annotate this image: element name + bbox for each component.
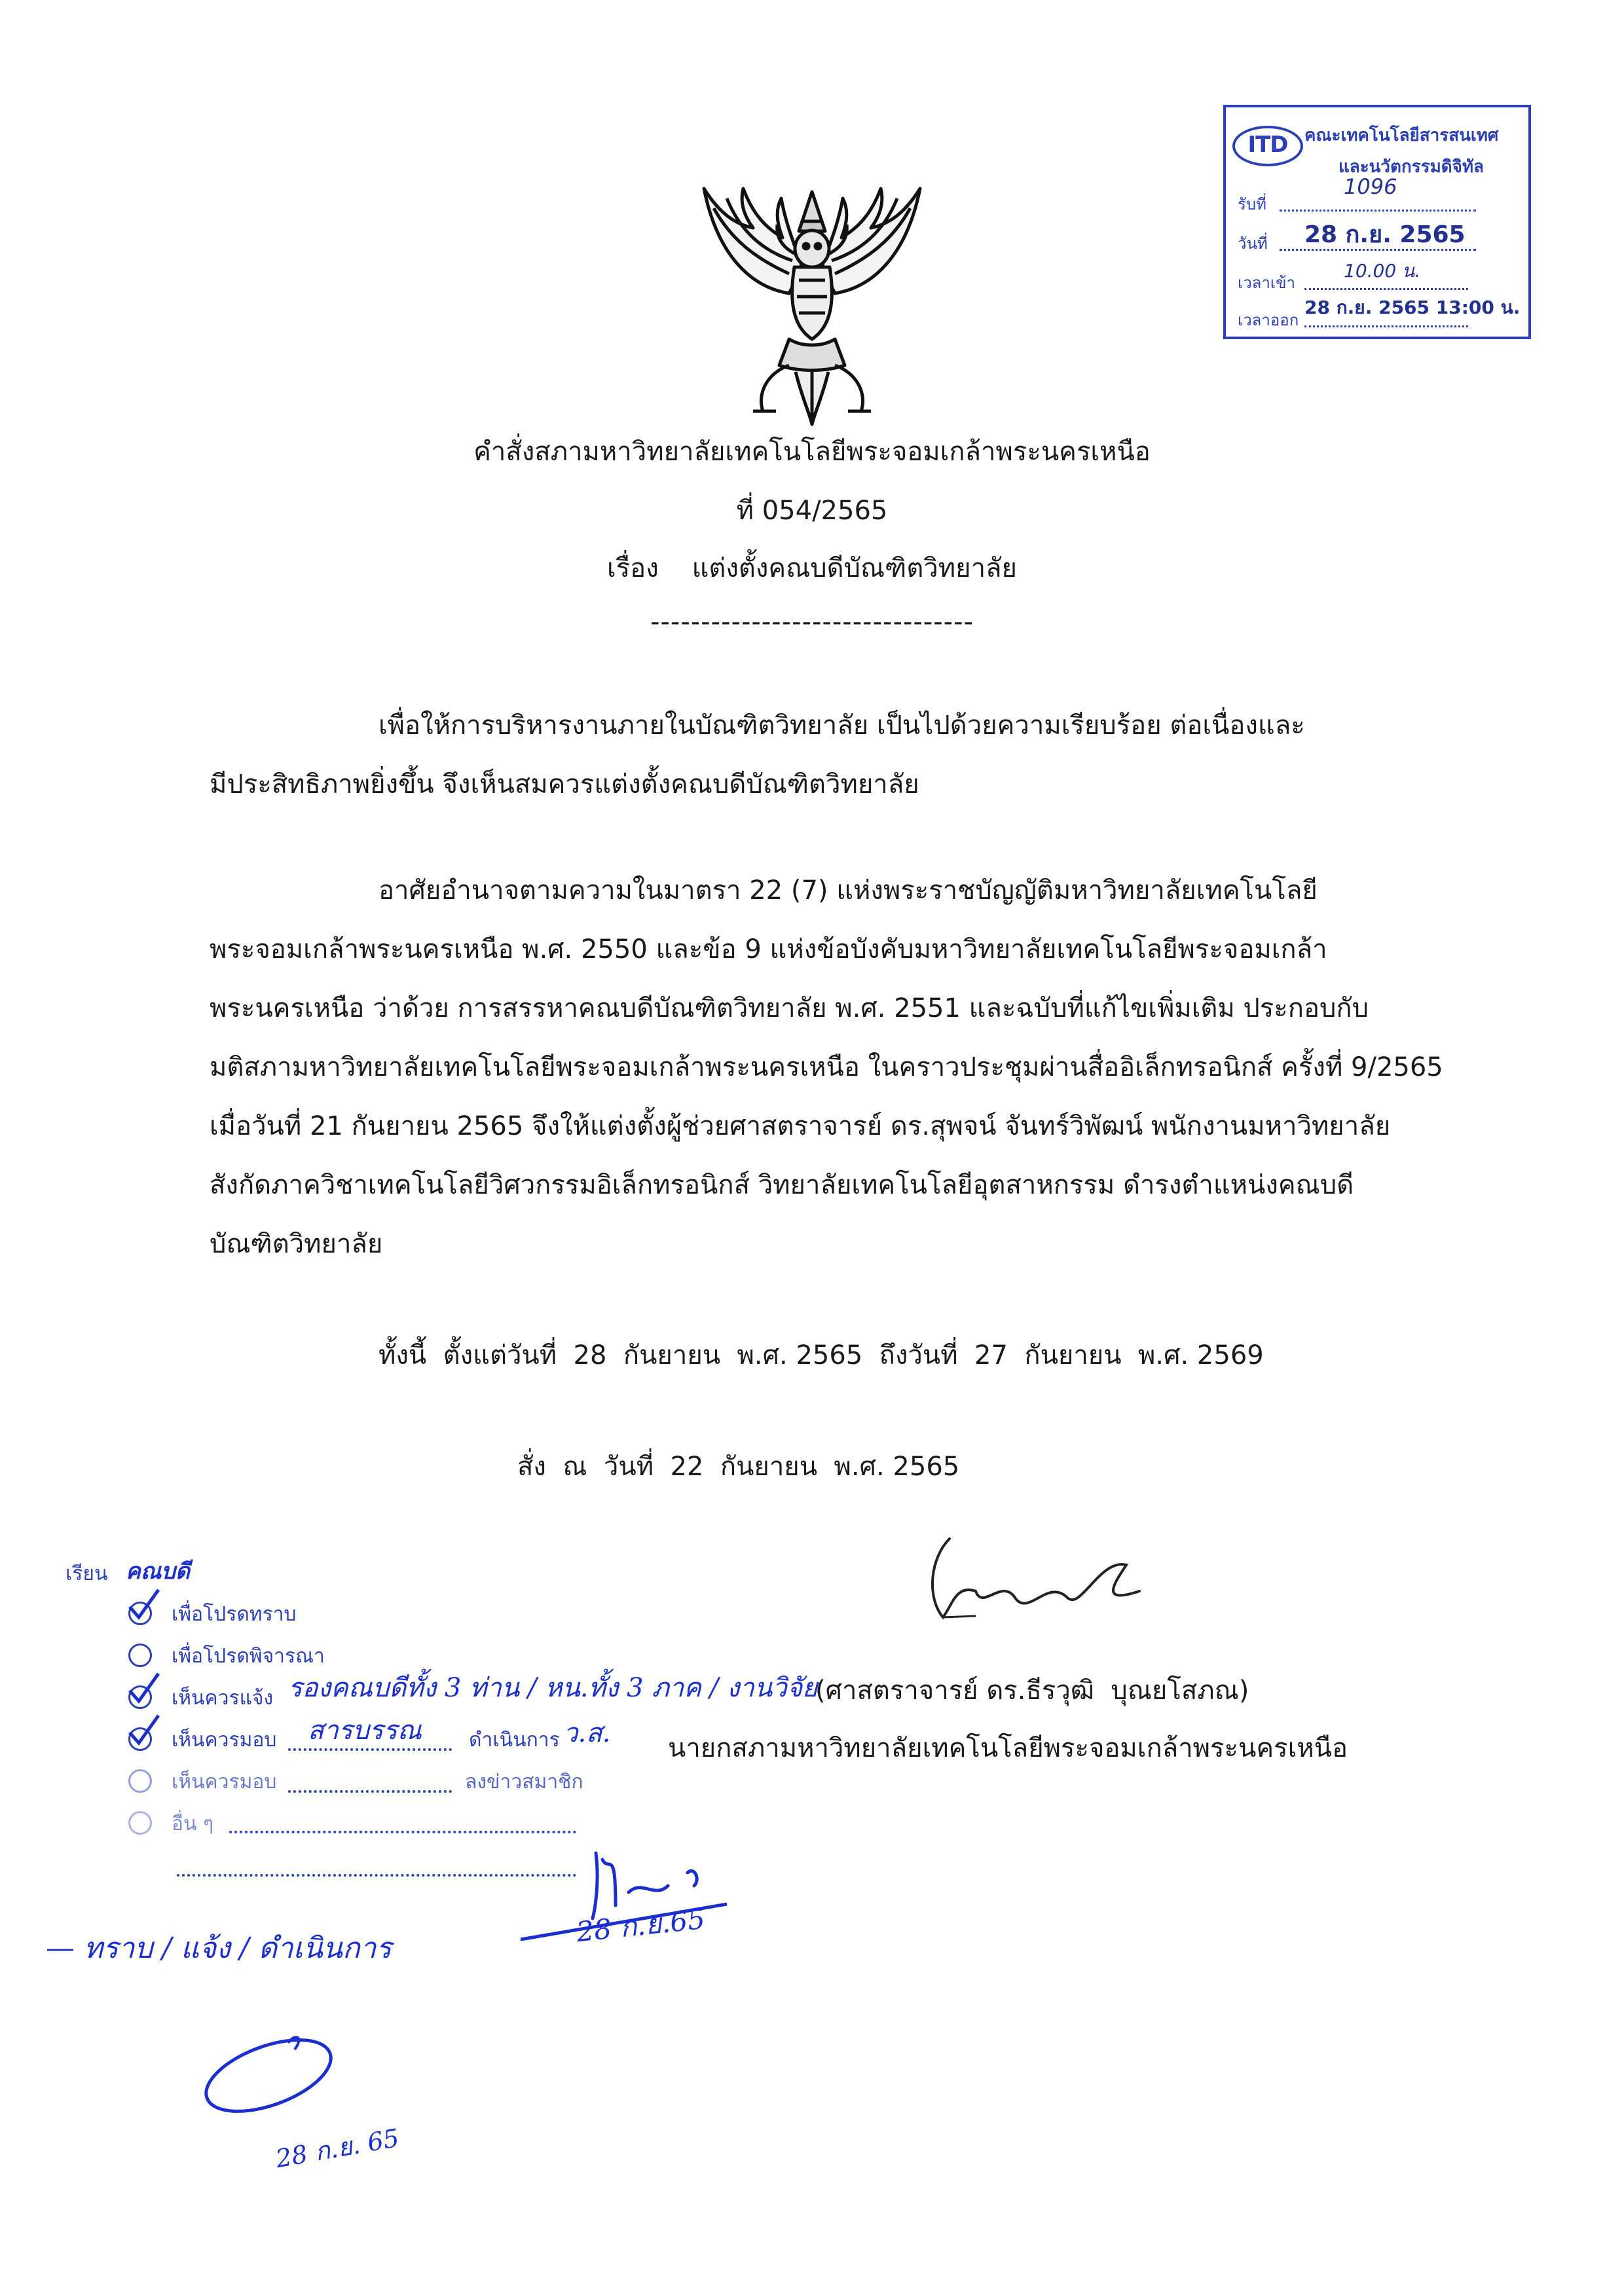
stamp-date-label: วันที่ bbox=[1238, 234, 1268, 253]
receiving-stamp bbox=[1223, 105, 1531, 339]
para2-line1: อาศัยอำนาจตามความในมาตรา 22 (7) แห่งพระราชบัญญัติมหาวิทยาลัยเทคโนโลยี bbox=[378, 875, 1318, 906]
option-other: อื่น ๆ bbox=[172, 1812, 214, 1835]
para2-line2: พระจอมเกล้าพระนครเหนือ พ.ศ. 2550 และข้อ 9 แห่งข้อบังคับมหาวิทยาลัยเทคโนโลยีพระจอมเกล้า bbox=[210, 934, 1327, 964]
option-checkbox bbox=[128, 1811, 152, 1835]
para1-line2: มีประสิทธิภาพยิ่งขึ้น จึงเห็นสมควรแต่งตั้งคณบดีบัณฑิตวิทยาลัย bbox=[210, 769, 919, 799]
stamp-dotline bbox=[1304, 325, 1468, 327]
dotted-line bbox=[288, 1790, 452, 1793]
stamp-received-value: 1096 bbox=[1344, 174, 1397, 199]
option-checkbox bbox=[128, 1769, 152, 1793]
option-checkbox bbox=[128, 1643, 152, 1667]
routing-to-label: เรียน bbox=[65, 1562, 108, 1585]
para2-line6: สังกัดภาควิชาเทคโนโลยีวิศวกรรมอิเล็กทรอนิกส์ วิทยาลัยเทคโนโลยีอุตสาหกรรม ดำรงตำแหน่งคณบดี bbox=[210, 1170, 1354, 1200]
stamp-dotline bbox=[1280, 210, 1476, 211]
assign-action-handwriting: ว.ส. bbox=[563, 1718, 611, 1748]
final-date: 28 ก.ย. 65 bbox=[273, 2123, 401, 2174]
signatory-name: (ศาสตราจารย์ ดร.ธีรวุฒิ บุณยโสภณ) bbox=[815, 1676, 1249, 1706]
order-subject: เรื่อง แต่งตั้งคณบดีบัณฑิตวิทยาลัย bbox=[607, 553, 1017, 583]
notify-handwriting: รองคณบดีทั้ง 3 ท่าน / หน.ทั้ง 3 ภาค / งานวิจัย bbox=[288, 1673, 818, 1703]
garuda-emblem-icon bbox=[691, 175, 933, 428]
effective-period: ทั้งนี้ ตั้งแต่วันที่ 28 กันยายน พ.ศ. 2565 ถึงวันที่ 27 กันยายน พ.ศ. 2569 bbox=[378, 1340, 1264, 1370]
handwritten-note: — ทราบ / แจ้ง / ดำเนินการ bbox=[46, 1932, 392, 1965]
option-notify: เห็นควรแจ้ง bbox=[172, 1687, 274, 1710]
stamp-time-in-label: เวลาเข้า bbox=[1238, 274, 1295, 292]
header-divider: -------------------------------- bbox=[650, 607, 974, 637]
option-assign: เห็นควรมอบ bbox=[172, 1729, 277, 1752]
itd-logo: ITD bbox=[1232, 126, 1303, 166]
para2-line3: พระนครเหนือ ว่าด้วย การสรรหาคณบดีบัณฑิตวิทยาลัย พ.ศ. 2551 และฉบับที่แก้ไขเพิ่มเติม ประกอบกับ bbox=[210, 993, 1369, 1023]
para1-line1: เพื่อให้การบริหารงานภายในบัณฑิตวิทยาลัย เป็นไปด้วยความเรียบร้อย ต่อเนื่องและ bbox=[378, 710, 1305, 741]
dean-signature-icon bbox=[196, 2030, 354, 2135]
stamp-time-out-value: 28 ก.ย. 2565 13:00 น. bbox=[1304, 297, 1521, 318]
checkmark-icon bbox=[124, 1585, 164, 1624]
stamp-time-in-value: 10.00 น. bbox=[1344, 260, 1421, 282]
stamp-org-line1: คณะเทคโนโลยีสารสนเทศ bbox=[1304, 126, 1499, 145]
order-number: ที่ 054/2565 bbox=[736, 496, 888, 526]
dotted-line bbox=[177, 1874, 576, 1877]
news-action-label: ลงข่าวสมาชิก bbox=[465, 1771, 583, 1793]
checkmark-icon bbox=[124, 1668, 164, 1708]
stamp-dotline bbox=[1304, 288, 1468, 290]
order-title: คำสั่งสภามหาวิทยาลัยเทคโนโลยีพระจอมเกล้าพระนครเหนือ bbox=[473, 437, 1151, 467]
para2-line4: มติสภามหาวิทยาลัยเทคโนโลยีพระจอมเกล้าพระนครเหนือ ในคราวประชุมผ่านสื่ออิเล็กทรอนิกส์ ครั้งที่ 9/2565 bbox=[210, 1052, 1443, 1082]
option-consider: เพื่อโปรดพิจารณา bbox=[172, 1645, 325, 1668]
stamp-org-line2: และนวัตกรรมดิจิทัล bbox=[1338, 157, 1484, 177]
option-assign-2: เห็นควรมอบ bbox=[172, 1771, 277, 1793]
para2-line7: บัณฑิตวิทยาลัย bbox=[210, 1229, 383, 1259]
stamp-received-label: รับที่ bbox=[1238, 195, 1266, 213]
assign-handwriting: สารบรรณ bbox=[308, 1716, 422, 1746]
checkmark-icon bbox=[124, 1710, 164, 1750]
option-acknowledge: เพื่อโปรดทราบ bbox=[172, 1603, 297, 1626]
routing-to-value: คณบดี bbox=[126, 1558, 190, 1585]
stamp-date-value: 28 ก.ย. 2565 bbox=[1304, 221, 1466, 248]
stamp-time-out-label: เวลาออก bbox=[1238, 311, 1299, 329]
dotted-line bbox=[229, 1831, 576, 1833]
assign-action-label: ดำเนินการ bbox=[469, 1729, 560, 1752]
signatory-position: นายกสภามหาวิทยาลัยเทคโนโลยีพระจอมเกล้าพระนครเหนือ bbox=[668, 1733, 1348, 1763]
para2-line5: เมื่อวันที่ 21 กันยายน 2565 จึงให้แต่งตั้งผู้ช่วยศาสตราจารย์ ดร.สุพจน์ จันทร์วิพัฒน์ พนักงานมหาวิทยาลัย bbox=[210, 1111, 1391, 1141]
initials-date: 28 ก.ย.65 bbox=[574, 1902, 707, 1949]
president-signature-icon bbox=[904, 1519, 1179, 1650]
order-date: สั่ง ณ วันที่ 22 กันยายน พ.ศ. 2565 bbox=[517, 1452, 960, 1482]
